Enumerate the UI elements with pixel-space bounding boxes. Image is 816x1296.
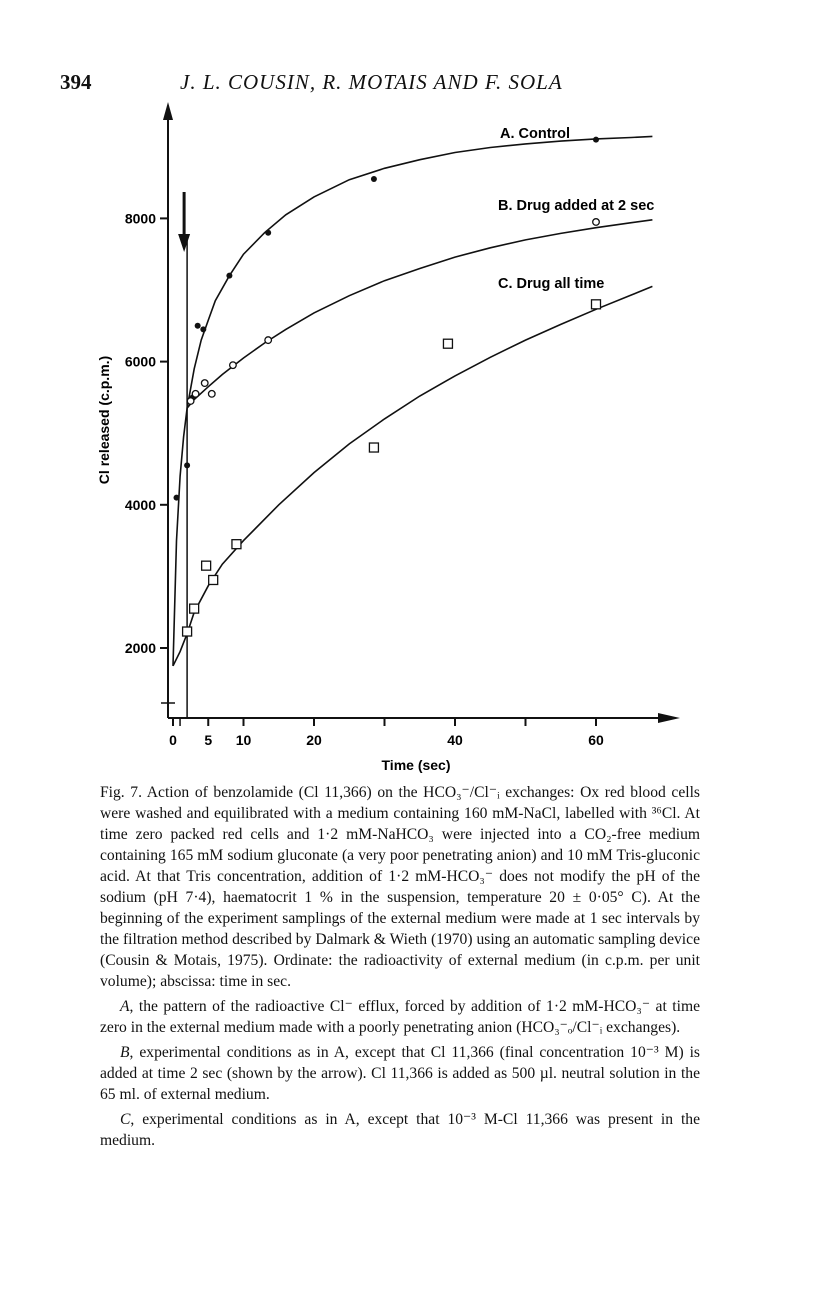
data-point-filled-circle bbox=[174, 495, 180, 501]
curve-b bbox=[187, 220, 652, 408]
data-point-open-circle bbox=[593, 219, 600, 226]
data-point-open-circle bbox=[208, 391, 215, 398]
y-tick-label: 8000 bbox=[124, 210, 156, 227]
x-axis-title: Time (sec) bbox=[381, 757, 451, 773]
y-tick-label: 2000 bbox=[124, 640, 156, 656]
caption-c-label: C bbox=[120, 1111, 131, 1128]
data-point-open-square bbox=[183, 627, 192, 636]
data-point-open-circle bbox=[230, 362, 237, 369]
data-point-open-square bbox=[202, 561, 211, 570]
x-tick-label: 5 bbox=[204, 732, 213, 748]
series-label-b: B. Drug added at 2 sec bbox=[498, 198, 655, 214]
data-point-open-circle bbox=[187, 398, 194, 405]
y-tick-label: 6000 bbox=[124, 353, 156, 370]
caption-a-label: A bbox=[120, 998, 130, 1015]
x-tick-label: 0 bbox=[169, 732, 177, 748]
data-point-open-circle bbox=[192, 391, 199, 398]
figure-7-chart bbox=[0, 100, 816, 780]
caption-c-text: , experimental conditions as in A, except that 10⁻³ M-Cl 11,366 was present in the medium. bbox=[100, 1111, 700, 1149]
figure-caption bbox=[100, 782, 700, 1151]
axes bbox=[160, 102, 680, 726]
data-point-filled-circle bbox=[200, 326, 206, 332]
data-point-open-circle bbox=[201, 380, 208, 387]
drug-arrow-head bbox=[178, 234, 190, 252]
caption-b-label: B bbox=[120, 1044, 130, 1061]
series-label-a: A. Control bbox=[500, 126, 571, 142]
caption-a-text: , the pattern of the radioactive Cl⁻ efflux, forced by addition of 1·2 mM-HCO₃⁻ at time zero in the external medium made with a poorly penetrating anion (HCO₃⁻ₒ/Cl⁻ᵢ exchanges). bbox=[100, 998, 700, 1036]
fig-label: Fig. 7. bbox=[100, 784, 143, 801]
page-header bbox=[60, 62, 760, 102]
x-tick-label: 60 bbox=[588, 732, 604, 748]
y-axis-title: Cl released (c.p.m.) bbox=[96, 355, 112, 485]
caption-main: Action of benzolamide (Cl 11,366) on the HCO₃⁻/Cl⁻ᵢ exchanges: Ox red blood cells were washed and equilibrated with a medium containing 160 mM-NaCl, labelled with ³⁶Cl. At time zero packed red cells and 1·2 mM-NaHCO₃ were injected into a CO₂-free medium containing 165 mM sodium gluconate (a very poor penetrating anion) and 10 mM Tris-gluconic acid. At that Tris concentration, addition of 1·2 mM-HCO₃⁻ does not modify the pH of the sodium (pH 7·4), haematocrit 1 % in the suspension, temperature 20 ± 0·05° C). At the beginning of the experiment samplings of the external medium were made at 1 sec intervals by the filtration method described by Dalmark & Wieth (1970) using an automatic sampling device (Cousin & Motais, 1975). Ordinate: the radioactivity of external medium (in c.p.m. per unit volume); abscissa: time in sec. bbox=[100, 784, 700, 990]
data-point-open-square bbox=[209, 575, 218, 584]
x-axis-arrowhead bbox=[658, 713, 680, 723]
data-point-open-square bbox=[190, 604, 199, 613]
caption-b-text: , experimental conditions as in A, except that Cl 11,366 (final concentration 10⁻³ M) is added at time 2 sec (shown by the arrow). Cl 11,366 is added as 500 µl. neutral solution in the 65 ml. of external medium. bbox=[100, 1044, 700, 1103]
page-number: 394 bbox=[60, 70, 92, 94]
data-point-filled-circle bbox=[371, 176, 377, 182]
curve-c bbox=[173, 286, 652, 666]
data-point-filled-circle bbox=[226, 273, 232, 279]
data-point-filled-circle bbox=[195, 323, 201, 329]
running-head: J. L. COUSIN, R. MOTAIS AND F. SOLA bbox=[180, 70, 563, 94]
x-tick-label: 10 bbox=[235, 732, 252, 748]
y-tick-label: 4000 bbox=[124, 496, 156, 513]
series-label-c: C. Drug all time bbox=[498, 276, 605, 292]
data-point-filled-circle bbox=[265, 230, 271, 236]
x-tick-label: 20 bbox=[306, 732, 322, 748]
data-point-filled-circle bbox=[593, 137, 599, 143]
data-point-open-square bbox=[592, 300, 601, 309]
data-point-filled-circle bbox=[184, 462, 190, 468]
x-tick-label: 40 bbox=[447, 732, 463, 748]
y-axis-arrowhead bbox=[163, 102, 173, 120]
fitted-curves bbox=[173, 136, 655, 666]
data-point-open-square bbox=[232, 540, 241, 549]
data-point-open-circle bbox=[265, 337, 272, 344]
data-point-open-square bbox=[443, 339, 452, 348]
data-point-open-square bbox=[369, 443, 378, 452]
